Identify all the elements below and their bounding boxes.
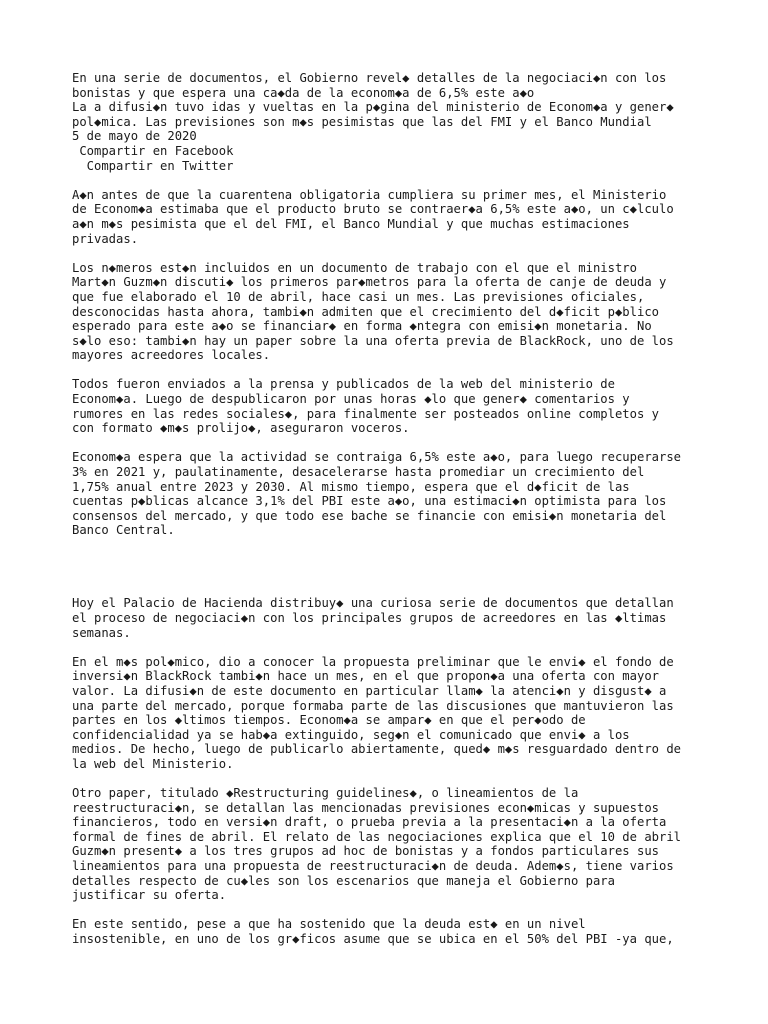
article — [72, 71, 712, 961]
paragraph-line: Hoy el Palacio de Hacienda distribuy◆ una curiosa serie de documentos que detallan — [72, 596, 674, 611]
paragraph-line: consensos del mercado, y que todo ese bache se financie con emisi◆n monetaria del — [72, 508, 667, 523]
paragraph-line: Banco Central. — [72, 523, 175, 538]
paragraph-line: con formato ◆m◆s prolijo◆, aseguraron voceros. — [72, 421, 410, 436]
paragraph — [72, 261, 712, 363]
paragraph-line: una parte del mercado, porque formaba parte de las discusiones que mantuvieron las — [72, 698, 674, 713]
paragraph-line: reestructuraci◆n, se detallan las mencionadas previsiones econ◆micas y supuestos — [72, 800, 659, 815]
paragraph-line: valor. La difusi◆n de este documento en particular llam◆ la atenci◆n y disgust◆ a — [72, 683, 667, 698]
paragraph-line: semanas. — [72, 625, 131, 640]
paragraph — [72, 786, 712, 903]
paragraph-line: el proceso de negociaci◆n con los principales grupos de acreedores en las ◆ltimas — [72, 610, 667, 625]
paragraph-line: A◆n antes de que la cuarentena obligatoria cumpliera su primer mes, el Ministerio — [72, 187, 667, 202]
article-date: 5 de mayo de 2020 — [72, 129, 197, 144]
paragraph-line: que fue elaborado el 10 de abril, hace casi un mes. Las previsiones oficiales, — [72, 289, 645, 304]
paragraph-line: partes en los ◆ltimos tiempos. Econom◆a se ampar◆ en que el per◆odo de — [72, 713, 586, 728]
paragraph-line: Los n◆meros est◆n incluidos en un documento de trabajo con el que el ministro — [72, 260, 637, 275]
subtitle-line: La a difusi◆n tuvo idas y vueltas en la p◆gina del ministerio de Econom◆a y gener◆ — [72, 100, 674, 115]
paragraph-line: En este sentido, pese a que ha sostenido que la deuda est◆ en un nivel — [72, 917, 586, 932]
paragraph-line: la web del Ministerio. — [72, 756, 234, 771]
paragraph-line: Mart◆n Guzm◆n discuti◆ los primeros par◆metros para la oferta de canje de deuda y — [72, 275, 667, 290]
paragraph-line: 1,75% anual entre 2023 y 2030. Al mismo tiempo, espera que el d◆ficit de las — [72, 479, 630, 494]
paragraph-line: confidencialidad ya se hab◆a extinguido, seg◆n el comunicado que envi◆ a los — [72, 727, 630, 742]
paragraph-line: de Econom◆a estimaba que el producto bruto se contraer◆a 6,5% este a◆o, un c◆lculo — [72, 202, 674, 217]
paragraph — [72, 377, 712, 435]
paragraph-line: formal de fines de abril. El relato de las negociaciones explica que el 10 de abril — [72, 829, 682, 844]
paragraph-line: justificar su oferta. — [72, 888, 227, 903]
paragraph-line: mayores acreedores locales. — [72, 348, 271, 363]
subtitle-line: bonistas y que espera una ca◆da de la econom◆a de 6,5% este a◆o — [72, 85, 535, 100]
paragraph-line: financieros, todo en versi◆n draft, o prueba previa a la presentaci◆n a la oferta — [72, 815, 667, 830]
paragraph — [72, 188, 712, 246]
paragraph-line: inversi◆n BlackRock tambi◆n hace un mes, en el que propon◆a una oferta con mayor — [72, 669, 659, 684]
paragraph-line: lineamientos para una propuesta de reestructuraci◆n de deuda. Adem◆s, tiene varios — [72, 859, 674, 874]
paragraph-line: Todos fueron enviados a la prensa y publicados de la web del ministerio de — [72, 377, 615, 392]
paragraph-line: esperado para este a◆o se financiar◆ en forma ◆ntegra con emisi◆n monetaria. No — [72, 319, 652, 334]
article-body-part-2 — [72, 596, 712, 946]
article-header — [72, 71, 712, 173]
paragraph — [72, 450, 712, 538]
paragraph-line: cuentas p◆blicas alcance 3,1% del PBI este a◆o, una estimaci◆n optimista para los — [72, 494, 667, 509]
paragraph-line: s◆lo eso: tambi◆n hay un paper sobre la una oferta previa de BlackRock, uno de los — [72, 333, 674, 348]
article-body-part-1 — [72, 188, 712, 538]
paragraph-line: privadas. — [72, 231, 139, 246]
paragraph-line: a◆n m◆s pesimista que el del FMI, el Banco Mundial y que muchas estimaciones — [72, 216, 630, 231]
paragraph-line: rumores en las redes sociales◆, para finalmente ser posteados online completos y — [72, 406, 659, 421]
paragraph-line: detalles respecto de cu◆les son los escenarios que maneja el Gobierno para — [72, 873, 615, 888]
share-twitter-link[interactable]: Compartir en Twitter — [72, 158, 234, 173]
paragraph-line: desconocidas hasta ahora, tambi◆n admiten que el crecimiento del d◆ficit p◆blico — [72, 304, 659, 319]
paragraph-line: Econom◆a espera que la actividad se contraiga 6,5% este a◆o, para luego recuperarse — [72, 450, 682, 465]
paragraph-line: insostenible, en uno de los gr◆ficos asume que se ubica en el 50% del PBI -ya que, — [72, 932, 674, 947]
paragraph — [72, 655, 712, 772]
section-gap — [72, 553, 712, 597]
paragraph-line: Guzm◆n present◆ a los tres grupos ad hoc de bonistas y a fondos particulares sus — [72, 844, 659, 859]
paragraph-line: Otro paper, titulado ◆Restructuring guidelines◆, o lineamientos de la — [72, 786, 579, 801]
paragraph-line: En el m◆s pol◆mico, dio a conocer la propuesta preliminar que le envi◆ el fondo de — [72, 654, 674, 669]
paragraph-line: medios. De hecho, luego de publicarlo abiertamente, qued◆ m◆s resguardado dentro de — [72, 742, 682, 757]
paragraph-line: 3% en 2021 y, paulatinamente, desacelerarse hasta promediar un crecimiento del — [72, 465, 645, 480]
paragraph-line: Econom◆a. Luego de despublicaron por unas horas ◆lo que gener◆ comentarios y — [72, 392, 630, 407]
paragraph — [72, 917, 712, 946]
subtitle-line: pol◆mica. Las previsiones son m◆s pesimistas que las del FMI y el Banco Mundial — [72, 114, 652, 129]
share-facebook-link[interactable]: Compartir en Facebook — [72, 143, 234, 158]
subtitle-line: En una serie de documentos, el Gobierno revel◆ detalles de la negociaci◆n con los — [72, 71, 667, 85]
paragraph — [72, 596, 712, 640]
